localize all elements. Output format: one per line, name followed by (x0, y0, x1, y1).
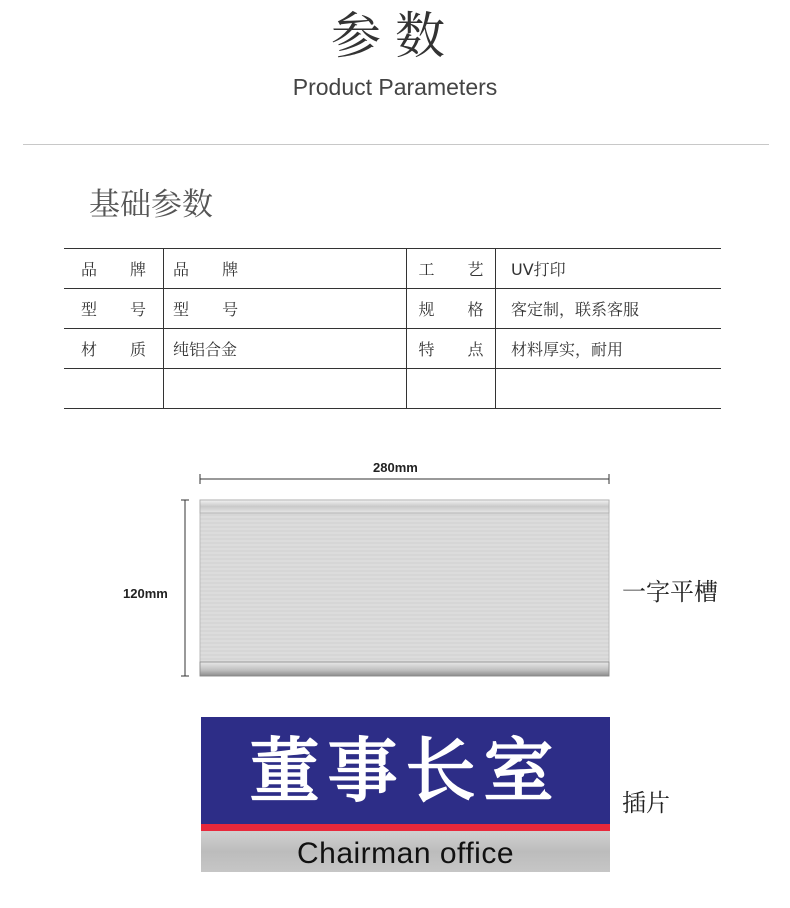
parameter-table (64, 248, 721, 409)
table-row (64, 329, 721, 369)
page-title: 参数 (331, 7, 459, 65)
param-value: 材料厚实，耐用 (511, 340, 624, 359)
insert-label: 插片 (622, 789, 670, 817)
header-divider (23, 144, 769, 145)
sign-text-chinese: 董事长室 (249, 730, 562, 812)
sign-text-english: Chairman office (296, 837, 515, 870)
param-key: 材 质 (80, 340, 161, 359)
page-subtitle: Product Parameters (292, 74, 498, 100)
param-value: 型 号 (173, 300, 253, 319)
height-dimension-line (181, 500, 189, 676)
sign-red-stripe (201, 824, 610, 831)
param-value: UV打印 (511, 260, 566, 279)
param-key: 品 牌 (80, 260, 161, 279)
param-key: 型 号 (80, 300, 161, 319)
param-key: 特 点 (418, 340, 498, 359)
param-key: 工 艺 (418, 260, 498, 279)
table-row (64, 249, 721, 289)
param-key: 规 格 (418, 300, 498, 319)
width-dimension-line (200, 474, 609, 484)
param-value: 品 牌 (173, 260, 253, 279)
table-row (64, 369, 721, 409)
height-label: 120mm (123, 586, 168, 601)
section-title: 基础参数 (89, 187, 213, 223)
frame-drawing (0, 440, 790, 690)
width-label: 280mm (373, 460, 418, 475)
param-value: 客定制，联系客服 (511, 300, 640, 319)
param-value: 纯铝合金 (173, 340, 238, 359)
aluminum-frame (200, 500, 609, 676)
table-row (64, 289, 721, 329)
frame-type-label: 一字平槽 (622, 578, 718, 606)
